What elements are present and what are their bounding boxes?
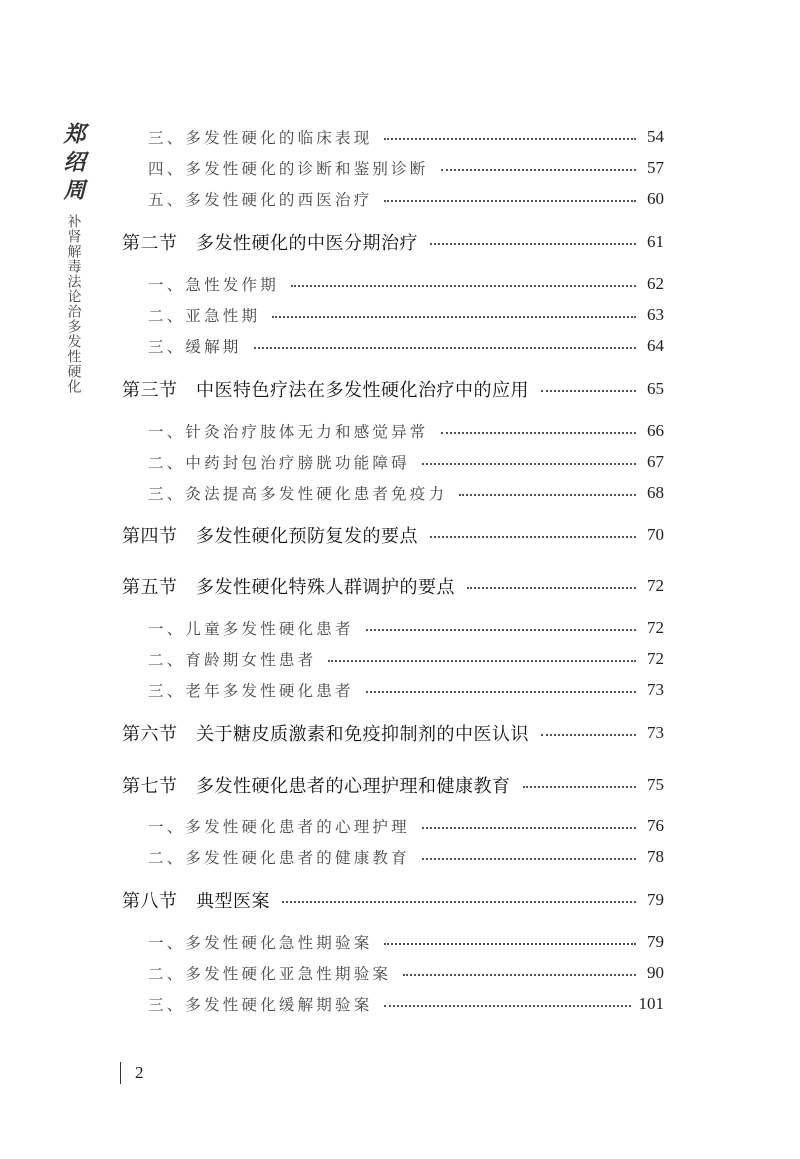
entry-title: 第五节 多发性硬化特殊人群调护的要点 <box>122 577 455 598</box>
entry-page: 73 <box>647 723 664 742</box>
dot-leader <box>403 974 636 976</box>
dot-leader <box>441 169 636 171</box>
entry-page: 72 <box>647 618 664 637</box>
toc-section-entry <box>122 228 664 256</box>
dot-leader <box>441 432 636 434</box>
entry-title: 一、针灸治疗肢体无力和感觉异常 <box>148 423 429 441</box>
entry-title: 第六节 关于糖皮质激素和免疫抑制剂的中医认识 <box>122 724 529 745</box>
toc-section-entry <box>122 572 664 600</box>
entry-page: 68 <box>647 483 664 502</box>
entry-page: 90 <box>647 963 664 982</box>
toc-subentry <box>148 676 664 704</box>
toc-subentry <box>148 154 664 182</box>
dot-leader <box>459 494 636 496</box>
dot-leader <box>422 827 636 829</box>
book-title: 补肾解毒法论治多发性硬化 <box>65 214 82 394</box>
entry-title: 四、多发性硬化的诊断和鉴别诊断 <box>148 160 429 178</box>
entry-title: 第二节 多发性硬化的中医分期治疗 <box>122 233 418 254</box>
entry-title: 三、多发性硬化缓解期验案 <box>148 996 373 1014</box>
page-number: 2 <box>135 1063 144 1082</box>
entry-page: 60 <box>647 189 664 208</box>
entry-title: 第七节 多发性硬化患者的心理护理和健康教育 <box>122 776 511 797</box>
toc-subentry <box>148 812 664 840</box>
dot-leader <box>467 587 636 589</box>
toc-subentry <box>148 479 664 507</box>
toc-section-entry <box>122 886 664 914</box>
toc-section-entry <box>122 719 664 747</box>
entry-title: 一、多发性硬化急性期验案 <box>148 934 373 952</box>
entry-page: 64 <box>647 336 664 355</box>
toc-subentry <box>148 448 664 476</box>
entry-title: 三、多发性硬化的临床表现 <box>148 129 373 147</box>
toc-subentry <box>148 959 664 987</box>
entry-page: 73 <box>647 680 664 699</box>
entry-page: 63 <box>647 305 664 324</box>
entry-page: 54 <box>647 127 664 146</box>
toc-subentry <box>148 928 664 956</box>
toc-subentry <box>148 332 664 360</box>
dot-leader <box>541 390 636 392</box>
dot-leader <box>254 347 636 349</box>
dot-leader <box>366 629 636 631</box>
dot-leader <box>430 536 636 538</box>
entry-page: 70 <box>647 525 664 544</box>
dot-leader <box>272 316 636 318</box>
entry-title: 二、多发性硬化患者的健康教育 <box>148 849 410 867</box>
dot-leader <box>430 243 636 245</box>
dot-leader <box>384 1005 630 1007</box>
toc-subentry <box>148 270 664 298</box>
toc-subentry <box>148 123 664 151</box>
entry-page: 79 <box>647 932 664 951</box>
dot-leader <box>384 200 636 202</box>
entry-page: 62 <box>647 274 664 293</box>
entry-page: 67 <box>647 452 664 471</box>
toc-subentry <box>148 185 664 213</box>
entry-title: 五、多发性硬化的西医治疗 <box>148 191 373 209</box>
dot-leader <box>422 463 636 465</box>
toc-section-entry <box>122 771 664 799</box>
entry-page: 72 <box>647 576 664 595</box>
entry-page: 61 <box>647 232 664 251</box>
entry-title: 二、育龄期女性患者 <box>148 651 317 669</box>
entry-title: 三、老年多发性硬化患者 <box>148 682 354 700</box>
entry-title: 三、灸法提高多发性硬化患者免疫力 <box>148 485 448 503</box>
entry-page: 78 <box>647 847 664 866</box>
entry-title: 第八节 典型医案 <box>122 891 270 912</box>
entry-title: 二、亚急性期 <box>148 307 261 325</box>
entry-page: 101 <box>638 994 664 1013</box>
toc-section-entry <box>122 521 664 549</box>
entry-page: 72 <box>647 649 664 668</box>
entry-page: 79 <box>647 890 664 909</box>
dot-leader <box>384 138 636 140</box>
toc-subentry <box>148 417 664 445</box>
entry-title: 第三节 中医特色疗法在多发性硬化治疗中的应用 <box>122 380 529 401</box>
author-name: 郑绍周 <box>60 122 86 206</box>
entry-title: 一、儿童多发性硬化患者 <box>148 620 354 638</box>
toc-subentry <box>148 843 664 871</box>
entry-page: 75 <box>647 775 664 794</box>
toc-subentry <box>148 614 664 642</box>
toc-subentry <box>148 645 664 673</box>
entry-page: 66 <box>647 421 664 440</box>
entry-title: 第四节 多发性硬化预防复发的要点 <box>122 526 418 547</box>
page-footer <box>120 1062 144 1084</box>
dot-leader <box>366 691 636 693</box>
entry-title: 一、多发性硬化患者的心理护理 <box>148 818 410 836</box>
entry-page: 65 <box>647 379 664 398</box>
dot-leader <box>328 660 636 662</box>
toc-subentry <box>148 301 664 329</box>
footer-divider <box>120 1062 121 1084</box>
toc-section-entry <box>122 375 664 403</box>
entry-title: 二、中药封包治疗膀胱功能障碍 <box>148 454 410 472</box>
dot-leader <box>541 734 636 736</box>
side-running-title <box>58 122 88 394</box>
toc-subentry <box>148 990 664 1018</box>
dot-leader <box>282 901 636 903</box>
entry-page: 57 <box>647 158 664 177</box>
entry-title: 二、多发性硬化亚急性期验案 <box>148 965 392 983</box>
dot-leader <box>422 858 636 860</box>
dot-leader <box>523 786 637 788</box>
entry-title: 一、急性发作期 <box>148 276 279 294</box>
dot-leader <box>384 943 636 945</box>
entry-title: 三、缓解期 <box>148 338 242 356</box>
dot-leader <box>291 285 636 287</box>
entry-page: 76 <box>647 816 664 835</box>
